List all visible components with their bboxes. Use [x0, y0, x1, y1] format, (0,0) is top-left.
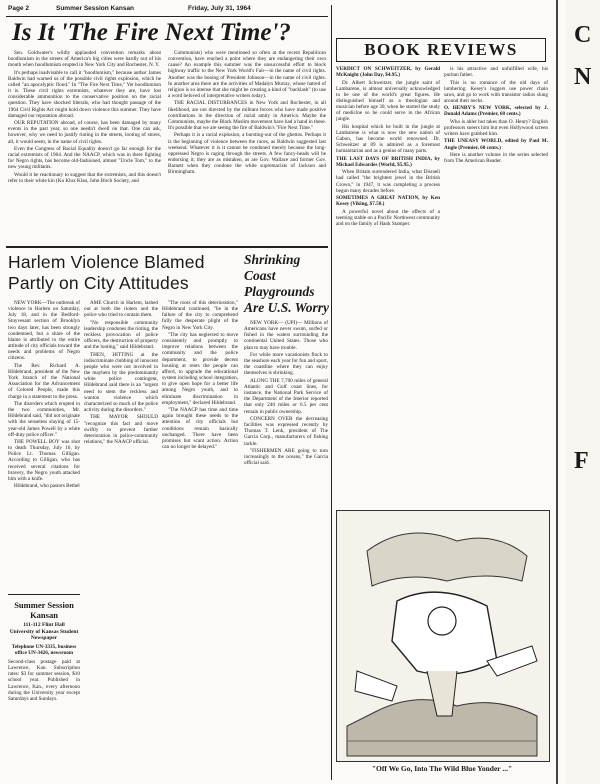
edge-letter: N	[574, 64, 592, 90]
harlem-paragraph: AME Church in Harlem, lashed out at both the rioters and the police who tried to contain them.	[84, 300, 158, 319]
editorial-column-1	[8, 50, 161, 242]
header-rule	[6, 16, 328, 17]
review-paragraph: Here is another volume in the series selected from The American Reader.	[444, 151, 548, 165]
edge-letter: F	[574, 448, 589, 474]
editorial-cartoon	[336, 510, 550, 762]
cartoon-drawing	[337, 511, 549, 761]
editorial-headline: Is It 'The Fire Next Time'?	[12, 19, 291, 46]
masthead-body: Second-class postage paid at Lawrence, Kan. Subscription rates: $3 for summer session, $10 school year. Published in Lawrence, Kan., every afternoon during the University year except Saturdays and Sundays.	[8, 658, 80, 702]
review-paragraph: Who is abler but takes than O. Henry? English professors sneers him but even Hollywood screen writers have grabbed him.	[444, 118, 548, 138]
book-review-column-a	[336, 66, 440, 506]
editorial-paragraph: Even the Congress of Racial Equality doesn't go far enough for the racial extremists of 1964. And the NAACP, which was in there fighting for Negro rights, has become old-fashioned, almost "Uncle Tom," to the new young militants.	[8, 145, 161, 171]
masthead-line-1: 111-112 Flint Hall	[23, 622, 65, 628]
review-paragraph: is his attractive and unfulfilled wife, his puritan father.	[444, 66, 548, 79]
review-heading: SOMETIMES A GREAT NATION, by Ken Kesey (Viking, $7.50.)	[336, 195, 440, 208]
coast-headline: Shrinking Coast Playgrounds Are U.S. Worry	[244, 252, 330, 315]
editorial-divider	[6, 246, 328, 248]
editorial-paragraph: Perhaps it is a racial explosion, a bursting-out of the ghettos. Perhaps it is the beginning of violence between the races, as Baldwin suggested last weekend. Whatever it is it cannot be condoned merely because the long-oppressed Negro is raging through the streets. A few fancy-heads will be endorsing it; they are as mistaken, as are Gov. Wallace and former Gov. Barnett when they condone the white supremacists of Jackson and Birmingham.	[168, 132, 326, 176]
review-paragraph: This is no romance of the old days of lumbering. Kesey's loggers use power chain saws, and go to work with transistor radios slung around their necks.	[444, 79, 548, 104]
editorial-paragraph: Sen. Goldwater's wildly applauded convention remarks about hoodlumism in the streets of America's big cities were hardly out of his mouth when hoodlumism erupted in New York City and Rochester, N. Y.	[8, 50, 161, 69]
harlem-paragraph: "The NAACP has time and time again brought these needs to the attention of city officials but conditions remain basically unchanged. There have been promises but scant action. Action can no longer be delayed."	[162, 407, 238, 450]
book-reviews-title-box	[336, 38, 546, 62]
editorial-paragraph: THE RACIAL DISTURBANCES in New York and Rochester, in all likelihood, are not directed by the militant forces who have made positive contributions in the direction of racial amity in America. Maybe the Communists, maybe the Black Muslim movement have had a hand in these. It's possible that we are seeing the fire of Baldwin's "Fire Next Time."	[168, 100, 326, 132]
coast-paragraph: CONCERN OVER the decreasing facilities was expressed recently by Thomas T. Lenk, president of The Garcia Corp., manufacturers of fishing tackle.	[244, 415, 328, 447]
harlem-headline	[8, 252, 236, 294]
harlem-paragraph: THE POWELL BOY was shot to death Thursday, July 16, by Police Lt. Thomas Gilligan. According to Gilligan, who has received several citations for bravery, the Negro youth attacked him with a knife.	[8, 439, 80, 482]
masthead-line-2: University of Kansas Student Newspaper	[9, 628, 79, 641]
harlem-paragraph: THEN, HITTING at the indiscriminate clubbing of innocent people who were not involved in the mayhem by the predominantly white police contingent, Hildebrand said there is an "urgent need to stem the reckless and wanton violence which characterized so much of the police activity during the disorders."	[84, 351, 158, 414]
harlem-paragraph: The Rev. Richard A. Hildebrand, president of the New York branch of the National Association for the Advancement of Colored People, made this charge in a statement to the press.	[8, 362, 80, 400]
harlem-paragraph: "The roots of this deterioration," Hildebrand continued, "lie in the failure of the city to comprehend fully the desperate plight of the Negro in New York City.	[162, 300, 238, 331]
review-paragraph: When Britain surrendered India, what Disraeli had called "the brightest jewel in the British Crown," in 1947, it was completing a process begun many decades before.	[336, 169, 440, 194]
paper-name: Summer Session Kansan	[56, 5, 135, 12]
harlem-column-2	[84, 300, 158, 780]
harlem-headline-line-1: Harlem Violence Blamed	[8, 252, 205, 272]
harlem-paragraph: Hildebrand, who pastors Bethel	[14, 483, 80, 490]
harlem-paragraph: "No responsible community leadership condones the rioting, the reckless provocation of police officers, the destruction of property and the looting," said Hildebrand.	[84, 319, 158, 351]
review-heading: THE UNEASY WORLD, edited by Paul M. Angle (Premier, 60 cents.)	[444, 138, 548, 151]
cartoon-caption: "Off We Go, Into The Wild Blue Yonder ..."	[371, 764, 513, 773]
review-heading: THE LAST DAYS OF BRITISH INDIA, by Michael Edwardes (World, $5.95.)	[336, 155, 440, 168]
harlem-paragraph: "The city has neglected to move consistently and promptly to improve relations between the community and the police department, to provide decent housing at rents the people can afford, to upgrade the educational system including school integration, to give open hope for a better life among Negro youth, and to eliminate discrimination in employment," declared Hildebrand.	[162, 331, 238, 406]
coast-paragraph: NEW YORK— (UPI)— Millions of Americans have never swum, surfed or fished in the waters surrounding the continental United States. Those who plan to may have trouble.	[244, 320, 328, 351]
coast-paragraph: ALONG THE 7,700 miles of general Atlantic and Gulf coast lines, for instance, the National Park Service of the Department of the Interior reported that only 240 miles or 6.5 per cent remain in public ownership.	[244, 377, 328, 415]
editorial-paragraph: Would it be reactionary to suggest that the extremists, and this doesn't refer to their white kin (Ku Klux Klan, John Birch Society, and	[8, 171, 161, 184]
coast-column	[244, 320, 328, 780]
edge-letter: C	[574, 22, 592, 48]
harlem-paragraph: The disorders which erupted in the two communities, Mr. Hildebrand said, "did not originate with the senseless slaying of 15-year-old James Powell by a white off-duty police officer."	[8, 400, 80, 438]
coast-paragraph: For while more vacationists flock to the seashore each year for fun and sport, the coastline where they can enjoy themselves is shrinking.	[244, 351, 328, 377]
page-header	[8, 5, 326, 14]
issue-date: Friday, July 31, 1964	[188, 5, 251, 12]
review-paragraph: A powerful novel about the effects of a teeming stable on a Pacific Northwest community and on the family of Hank Stamper.	[336, 208, 440, 227]
harlem-headline-line-2: Partly on City Attitudes	[8, 273, 189, 293]
editorial-paragraph: It's perhaps inadvisable to call it "hoodlumism," because author James Baldwin had warned us of the possible civil rights explosion, which he called "an apocalyptic flood." In "The Fire Next Time," Yet hoodlumism it is. These civil rights extremists, whatever they are, have lost considerable ammunition to the conservative position on the racial question. They have shocked liberals, who had thought passage of the 1964 Civil Rights Act might hold down violence this summer. They have damaged our reputation abroad.	[8, 69, 161, 119]
book-reviews-title: BOOK REVIEWS	[364, 40, 518, 59]
review-heading: VERDICT ON SCHWEITZER, by Gerald McKnight (John Day, $4.95.)	[336, 66, 440, 79]
harlem-paragraph: THE MAYOR SHOULD "recognize this fact and move swiftly to prevent further deterioration in police-community relations," the NAACP official.	[84, 414, 158, 445]
next-page-edge	[566, 0, 600, 784]
section-divider-vertical	[331, 5, 332, 780]
review-paragraph: Dr. Albert Schweitzer, the jungle saint of Lambarene, is almost universally acknowledged to be one of the world's great figures. He distinguished himself as a theologian and musician before age 30, when he started the study of medicine so he could serve in the African jungle.	[336, 79, 440, 123]
editorial-column-2	[168, 50, 326, 242]
coast-paragraph: "FISHERMEN ARE going to turn increasingly to the oceans," the Garcia official said.	[244, 447, 328, 467]
harlem-column-3	[162, 300, 238, 780]
editorial-paragraph: OUR REPUTATION abroad, of course, has been damaged by many events in the past year, so one needn't dwell on that. One can ask, however, why we need to justify rioting in the streets, looting of stores, all, it would seem, in the name of civil rights.	[8, 120, 161, 145]
masthead-rule	[8, 594, 80, 595]
masthead-line-3: Telephone UN-3335, business office UN-3426, newsroom	[11, 643, 77, 656]
review-paragraph: His hospital which he built in the jungle at Lambarene is what is now the new nation of Gabon, has become world renowned. Dr. Schweitzer at 89 is admired as a foremost humanitarian and as a genius of many parts.	[336, 123, 440, 155]
page-number: Page 2	[8, 5, 29, 12]
book-review-column-b	[444, 66, 548, 506]
page-edge-rule	[556, 0, 558, 784]
harlem-column-1	[8, 300, 80, 580]
masthead-box	[8, 600, 80, 780]
review-heading: O. HENRY'S NEW YORK, selected by J. Donald Adams (Premier, 60 cents.)	[444, 105, 548, 118]
editorial-paragraph: Communists) who were mentioned so often at the recent Republican convention, have reached a point where they are endangering their own cause? An example this summer was the unsuccessful effort to block highway traffic to the New York World's Fair—in the name of civil rights. Another was the booing of President Johnson—in the name of civil rights. In another area there are the activities of Madalyn Murray, whose hatred of religion is so intense that she might be creating a kind of "backlash" (to use a word beloved of interpretative writers today).	[168, 50, 326, 100]
harlem-paragraph: NEW YORK—The outbreak of violence in Harlem on Saturday, July 18, and in the Bedford-Stuyvesant section of Brooklyn two days later, has been strongly condemned, but a share of the blame is attributed to the entire attitude of city officials toward the needs and problems of Negro citizens.	[8, 300, 80, 362]
masthead-title: Summer Session Kansan	[14, 600, 74, 620]
